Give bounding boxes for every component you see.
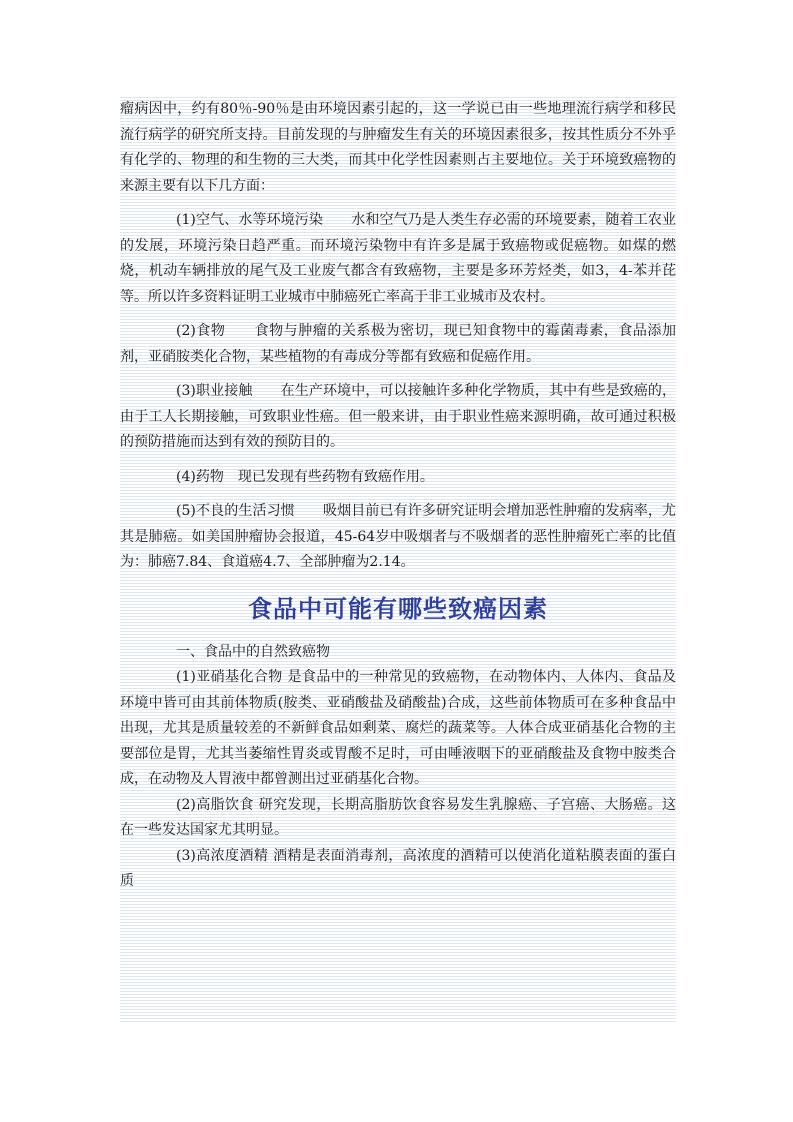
paragraph: (5)不良的生活习惯 吸烟目前已有许多研究证明会增加恶性肿瘤的发病率，尤其是肺癌。如美国肿瘤协会报道，45-64岁中吸烟者与不吸烟者的恶性肿瘤死亡率的比值为：肺癌7.84、食道癌4.7、全部肿瘤为2.14。 (120, 503, 676, 570)
document-body (120, 97, 676, 895)
paragraph: (2)食物 食物与肿瘤的关系极为密切，现已知食物中的霉菌毒素，食品添加剂，亚硝胺类化合物，某些植物的有毒成分等都有致癌和促癌作用。 (120, 323, 676, 365)
paragraph: (3)职业接触 在生产环境中，可以接触许多种化学物质，其中有些是致癌的，由于工人长期接触，可致职业性癌。但一般来讲，由于职业性癌来源明确，故可通过积极的预防措施而达到有效的预防目的。 (120, 383, 676, 450)
subheading: 一、食品中的自然致癌物 (176, 643, 330, 660)
paragraph: (2)高脂饮食 研究发现，长期高脂肪饮食容易发生乳腺癌、子宫癌、大肠癌。这在一些发达国家尤其明显。 (120, 796, 676, 838)
paragraph: (1)空气、水等环境污染 水和空气乃是人类生存必需的环境要素，随着工农业的发展，环境污染日趋严重。而环境污染物中有许多是属于致癌物或促癌物。如煤的燃烧，机动车辆排放的尾气及工业废气都含有致癌物，主要是多环芳烃类，如3，4-苯并芘等。所以许多资料证明工业城市中肺癌死亡率高于非工业城市及农村。 (120, 212, 676, 305)
paragraph: (4)药物 现已发现有些药物有致癌作用。 (176, 468, 434, 485)
paragraph: (1)亚硝基化合物 是食品中的一种常见的致癌物，在动物体内、人体内、食品及环境中皆可由其前体物质(胺类、亚硝酸盐及硝酸盐)合成，这些前体物质可在多种食品中出现，尤其是质量较差的不新鲜食品如剩菜、腐烂的蔬菜等。人体合成亚硝基化合物的主要部位是胃，尤其当萎缩性胃炎或胃酸不足时，可由唾液咽下的亚硝酸盐及食物中胺类合成，在动物及人胃液中都曾测出过亚硝基化合物。 (120, 669, 676, 787)
paragraph: 瘤病因中，约有80％-90％是由环境因素引起的，这一学说已由一些地理流行病学和移民流行病学的研究所支持。目前发现的与肿瘤发生有关的环境因素很多，按其性质分不外乎有化学的、物理的和生物的三大类，而其中化学性因素则占主要地位。关于环境致癌物的来源主要有以下几方面： (120, 101, 676, 194)
paragraph: (3)高浓度酒精 酒精是表面消毒剂，高浓度的酒精可以使消化道粘膜表面的蛋白质 (120, 847, 676, 889)
section-heading: 食品中可能有哪些致癌因素 (248, 594, 548, 623)
document-page (120, 95, 676, 1022)
